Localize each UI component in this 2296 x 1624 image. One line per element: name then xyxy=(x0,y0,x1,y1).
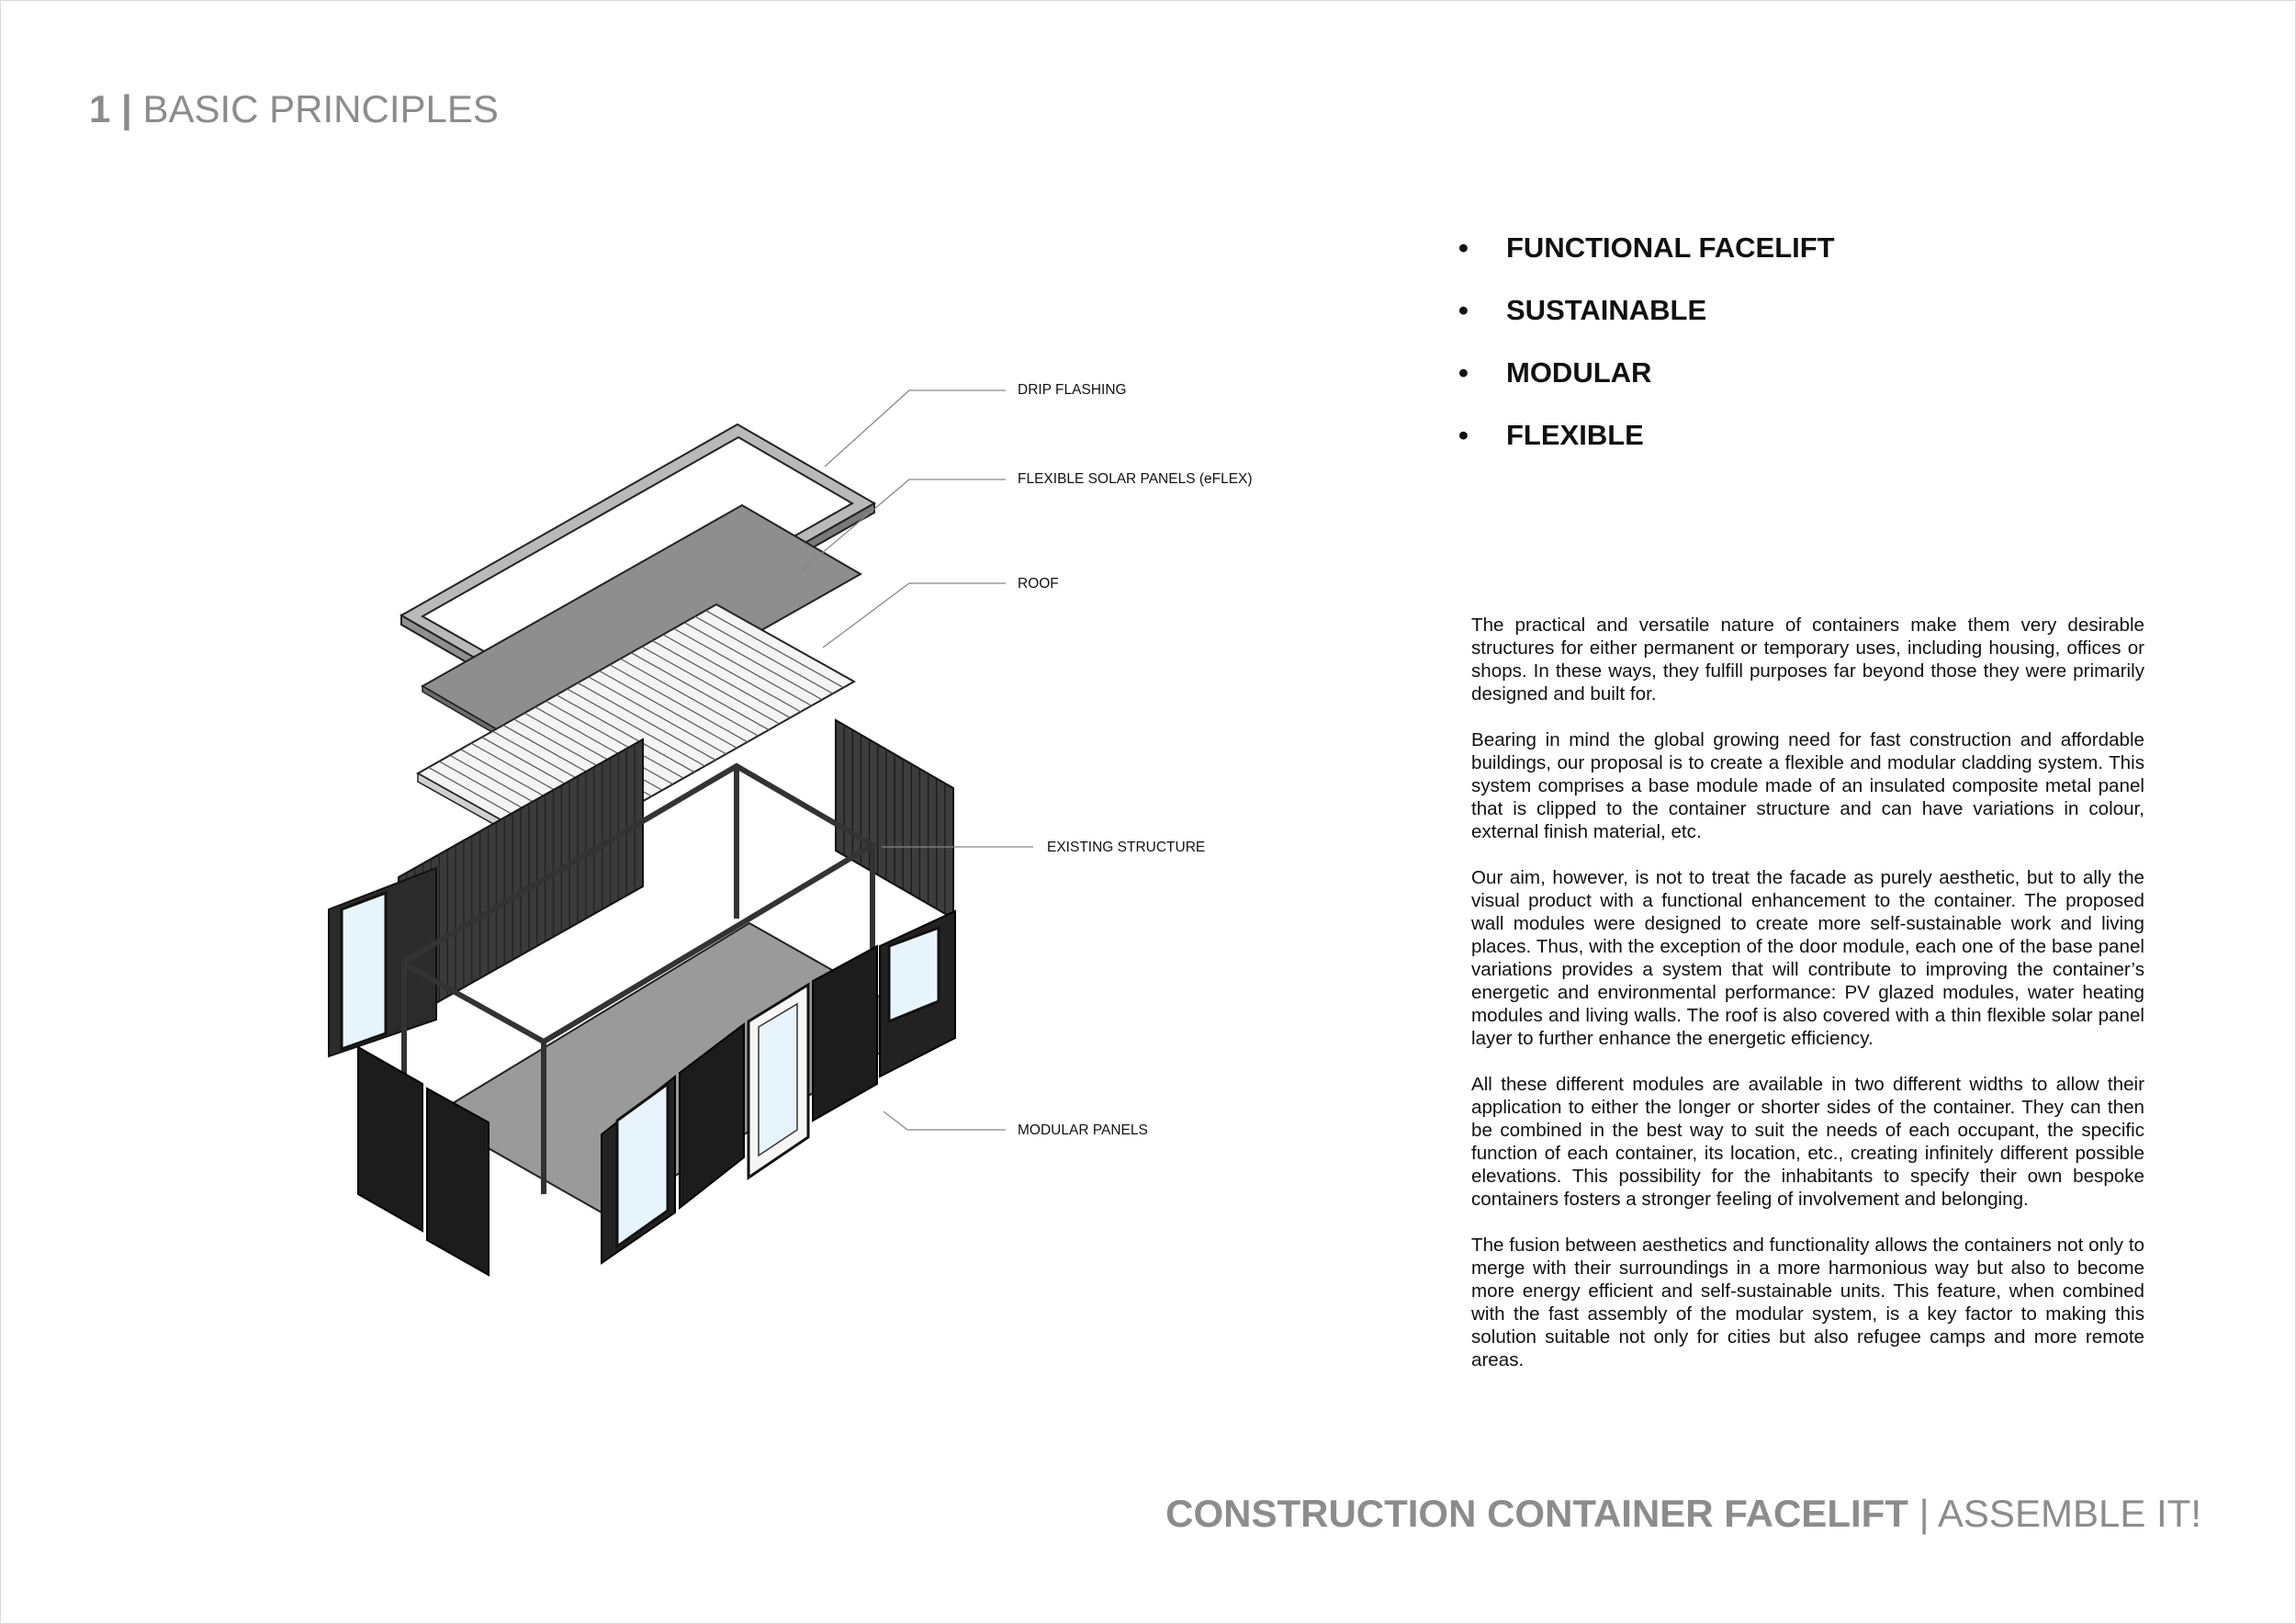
section-title-text: BASIC PRINCIPLES xyxy=(142,87,499,130)
principles-list xyxy=(1451,228,1835,478)
bullet: • xyxy=(1458,294,1469,326)
label-existing-structure: EXISTING STRUCTURE xyxy=(1047,840,1206,855)
principle-text: SUSTAINABLE xyxy=(1506,294,1707,326)
body-paragraph: Bearing in mind the global growing need for fast construction and affordable buildings, our proposal is to create a flexible and modular cladding system. This system comprises a base module made of an insulated composite metal panel that is clipped to the container structure and can have variations in colour, external finish material, etc. xyxy=(1471,729,2144,842)
body-paragraph: The fusion between aesthetics and functionality allows the containers not only to merge with their surroundings in a more harmonious way but also to become more energy efficient and self-sustainable units. This feature, when combined with the fast assembly of the modular system, is a key factor to making this solution suitable not only for cities but also refugee camps and more remote areas. xyxy=(1471,1235,2144,1370)
bullet: • xyxy=(1458,231,1469,264)
section-number: 1 | xyxy=(89,87,132,130)
principle-text: FUNCTIONAL FACELIFT xyxy=(1506,231,1835,264)
principle-text: FLEXIBLE xyxy=(1506,419,1644,451)
principle-item xyxy=(1451,415,1835,478)
footer-project-name: CONSTRUCTION CONTAINER FACELIFT xyxy=(1165,1492,1908,1535)
bullet: • xyxy=(1458,419,1469,451)
label-modular-panels: MODULAR PANELS xyxy=(1018,1122,1148,1138)
bullet: • xyxy=(1458,356,1469,389)
left-window-panel xyxy=(329,868,436,1056)
front-left-panels xyxy=(358,1047,489,1275)
principle-text: MODULAR xyxy=(1506,356,1652,389)
section-title xyxy=(89,87,499,131)
principle-item xyxy=(1451,228,1835,290)
label-roof: ROOF xyxy=(1018,576,1059,592)
label-drip-flashing: DRIP FLASHING xyxy=(1018,382,1127,398)
footer-subtitle: | ASSEMBLE IT! xyxy=(1908,1492,2201,1535)
principle-item xyxy=(1451,290,1835,353)
body-paragraph: Our aim, however, is not to treat the facade as purely aesthetic, but to ally the visual product with a functional enhancement to the container. The proposed wall modules were designed to create more self-sustainable work and living places. Thus, with the exception of the door module, each one of the base panel variations provides a system that will contribute to improving the container’s energetic and environmental performance: PV glazed modules, water heating modules and living walls. The roof is also covered with a thin flexible solar panel layer to further enhance the energetic efficiency. xyxy=(1471,867,2144,1049)
body-paragraph: All these different modules are available in two different widths to allow their application to either the longer or shorter sides of the container. They can then be combined in the best way to suit the needs of each occupant, the specific function of each container, its location, etc., creating infinitely different possible elevations. This possibility for the inhabitants to specify their own bespoke containers fosters a stronger feeling of involvement and belonging. xyxy=(1471,1074,2144,1210)
principle-item xyxy=(1451,353,1835,415)
body-paragraph: The practical and versatile nature of containers make them very desirable structures for either permanent or temporary uses, including housing, offices or shops. In these ways, they fulfill purposes far beyond those they were primarily designed and built for. xyxy=(1471,615,2144,705)
label-solar-panels: FLEXIBLE SOLAR PANELS (eFLEX) xyxy=(1018,471,1253,487)
footer-title xyxy=(1165,1492,2201,1536)
body-text xyxy=(1471,614,2144,1394)
